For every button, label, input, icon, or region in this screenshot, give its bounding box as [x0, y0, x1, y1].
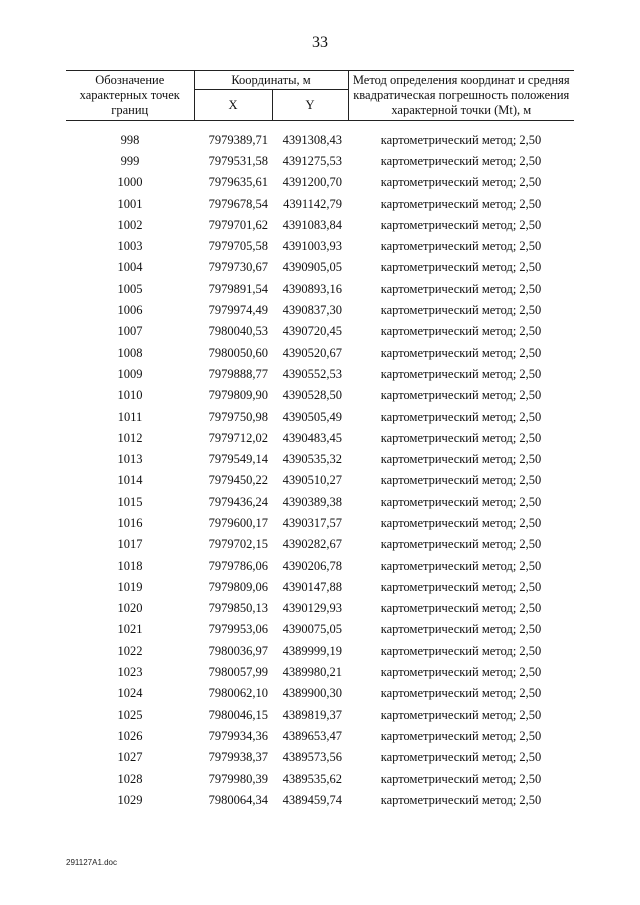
cell-point: 1025 — [117, 707, 143, 722]
page-number: 33 — [312, 34, 328, 51]
cell-y: 4390720,45 — [282, 324, 342, 339]
cell-method: картометрический метод; 2,50 — [380, 388, 542, 403]
cell-method: картометрический метод; 2,50 — [380, 239, 542, 254]
table-body — [66, 121, 574, 812]
cell-x: 7979938,37 — [208, 750, 268, 765]
table-spacer — [66, 121, 574, 130]
cell-x: 7979635,61 — [208, 175, 268, 190]
cell-x: 7979850,13 — [208, 601, 268, 616]
cell-point: 1026 — [117, 728, 143, 743]
cell-point: 1018 — [117, 558, 143, 573]
cell-y: 4390837,30 — [282, 303, 342, 318]
cell-x: 7979450,22 — [208, 473, 268, 488]
cell-y: 4390129,93 — [282, 601, 342, 616]
cell-x: 7979531,58 — [208, 153, 268, 168]
table-row — [66, 279, 574, 300]
cell-method: картометрический метод; 2,50 — [380, 750, 542, 765]
cell-point: 1013 — [117, 452, 143, 467]
header-method: Метод определения координат и средняя квадратическая погрешность положения характерной точки (Mt), м — [348, 71, 574, 121]
cell-y: 4391142,79 — [283, 196, 342, 211]
cell-method: картометрический метод; 2,50 — [380, 324, 542, 339]
cell-x: 7979549,14 — [208, 452, 268, 467]
cell-point: 1015 — [117, 494, 143, 509]
cell-method: картометрический метод; 2,50 — [380, 792, 542, 807]
cell-point: 1019 — [117, 579, 143, 594]
cell-method: картометрический метод; 2,50 — [380, 260, 542, 275]
cell-point: 1000 — [117, 175, 143, 190]
cell-method: картометрический метод; 2,50 — [380, 345, 542, 360]
cell-method: картометрический метод; 2,50 — [380, 452, 542, 467]
cell-point: 1007 — [117, 324, 143, 339]
table-row — [66, 172, 574, 193]
cell-y: 4389999,19 — [282, 643, 342, 658]
cell-y: 4389980,21 — [282, 665, 342, 680]
table-row — [66, 683, 574, 704]
cell-x: 7979436,24 — [208, 494, 268, 509]
cell-method: картометрический метод; 2,50 — [380, 281, 542, 296]
cell-y: 4389819,37 — [282, 707, 342, 722]
cell-point: 1022 — [117, 643, 143, 658]
table-row — [66, 705, 574, 726]
cell-x: 7979678,54 — [208, 196, 268, 211]
table-row — [66, 662, 574, 683]
cell-y: 4390147,88 — [282, 579, 342, 594]
cell-point: 1020 — [117, 601, 143, 616]
table-header — [66, 71, 574, 121]
table-row — [66, 470, 574, 491]
cell-method: картометрический метод; 2,50 — [380, 537, 542, 552]
cell-y: 4390206,78 — [282, 558, 342, 573]
cell-method: картометрический метод; 2,50 — [380, 728, 542, 743]
cell-x: 7980064,34 — [208, 792, 268, 807]
cell-method: картометрический метод; 2,50 — [380, 665, 542, 680]
table-row — [66, 768, 574, 789]
header-y: Y — [272, 90, 348, 121]
cell-method: картометрический метод; 2,50 — [380, 643, 542, 658]
cell-point: 1028 — [117, 771, 143, 786]
cell-x: 7980040,53 — [208, 324, 268, 339]
cell-method: картометрический метод; 2,50 — [380, 366, 542, 381]
cell-point: 1017 — [117, 537, 143, 552]
cell-point: 1024 — [117, 686, 143, 701]
cell-x: 7980050,60 — [208, 345, 268, 360]
cell-x: 7980046,15 — [208, 707, 268, 722]
cell-y: 4389653,47 — [282, 728, 342, 743]
cell-x: 7979891,54 — [208, 281, 268, 296]
cell-x: 7979953,06 — [208, 622, 268, 637]
table-row — [66, 130, 574, 151]
cell-x: 7979750,98 — [208, 409, 268, 424]
cell-y: 4391083,84 — [282, 217, 342, 232]
cell-point: 999 — [120, 153, 140, 168]
cell-x: 7979712,02 — [208, 430, 268, 445]
table-row — [66, 215, 574, 236]
cell-x: 7979389,71 — [208, 132, 268, 147]
cell-x: 7980036,97 — [208, 643, 268, 658]
cell-x: 7979809,90 — [208, 388, 268, 403]
cell-x: 7979702,15 — [208, 537, 268, 552]
table-row — [66, 321, 574, 342]
footer-filename: 291127A1.doc — [66, 858, 118, 867]
header-coordinates: Координаты, м — [194, 71, 348, 90]
cell-x: 7979786,06 — [208, 558, 268, 573]
cell-method: картометрический метод; 2,50 — [380, 175, 542, 190]
cell-y: 4390552,53 — [282, 366, 342, 381]
cell-x: 7979809,06 — [208, 579, 268, 594]
cell-y: 4390505,49 — [282, 409, 342, 424]
cell-point: 1011 — [117, 409, 143, 424]
cell-point: 1008 — [117, 345, 143, 360]
cell-method: картометрический метод; 2,50 — [380, 303, 542, 318]
cell-method: картометрический метод; 2,50 — [380, 558, 542, 573]
cell-x: 7979730,67 — [208, 260, 268, 275]
cell-method: картометрический метод; 2,50 — [380, 707, 542, 722]
cell-method: картометрический метод; 2,50 — [380, 622, 542, 637]
table-row — [66, 790, 574, 811]
cell-x: 7979600,17 — [208, 515, 268, 530]
table-row — [66, 151, 574, 172]
cell-point: 998 — [120, 132, 140, 147]
cell-x: 7979934,36 — [208, 728, 268, 743]
cell-x: 7979974,49 — [208, 303, 268, 318]
cell-method: картометрический метод; 2,50 — [380, 686, 542, 701]
table-row — [66, 513, 574, 534]
cell-y: 4390535,32 — [282, 452, 342, 467]
cell-method: картометрический метод; 2,50 — [380, 601, 542, 616]
cell-point: 1021 — [117, 622, 143, 637]
cell-y: 4391200,70 — [282, 175, 342, 190]
table-row — [66, 598, 574, 619]
table-row — [66, 641, 574, 662]
cell-point: 1014 — [117, 473, 143, 488]
cell-y: 4390528,50 — [282, 388, 342, 403]
cell-y: 4389900,30 — [282, 686, 342, 701]
cell-method: картометрический метод; 2,50 — [380, 196, 542, 211]
cell-method: картометрический метод; 2,50 — [380, 515, 542, 530]
cell-method: картометрический метод; 2,50 — [380, 473, 542, 488]
cell-point: 1005 — [117, 281, 143, 296]
cell-method: картометрический метод; 2,50 — [380, 430, 542, 445]
cell-x: 7979888,77 — [208, 366, 268, 381]
cell-y: 4390317,57 — [282, 515, 342, 530]
cell-point: 1003 — [117, 239, 143, 254]
table-row — [66, 492, 574, 513]
cell-point: 1001 — [117, 196, 143, 211]
cell-point: 1009 — [117, 366, 143, 381]
table-row — [66, 619, 574, 640]
table-row — [66, 534, 574, 555]
cell-y: 4390905,05 — [282, 260, 342, 275]
table-row — [66, 257, 574, 278]
cell-y: 4391003,93 — [282, 239, 342, 254]
table-row — [66, 385, 574, 406]
cell-method: картометрический метод; 2,50 — [380, 132, 542, 147]
cell-y: 4391275,53 — [282, 153, 342, 168]
cell-point: 1027 — [117, 750, 143, 765]
cell-point: 1023 — [117, 665, 143, 680]
table-row — [66, 747, 574, 768]
cell-point: 1004 — [117, 260, 143, 275]
cell-point: 1006 — [117, 303, 143, 318]
table-row — [66, 428, 574, 449]
cell-point: 1010 — [117, 388, 143, 403]
table-row — [66, 726, 574, 747]
cell-x: 7980062,10 — [208, 686, 268, 701]
cell-x: 7979705,58 — [208, 239, 268, 254]
cell-y: 4390893,16 — [282, 281, 342, 296]
cell-y: 4390520,67 — [282, 345, 342, 360]
cell-y: 4390389,38 — [282, 494, 342, 509]
cell-x: 7979701,62 — [208, 217, 268, 232]
cell-y: 4390282,67 — [282, 537, 342, 552]
cell-x: 7980057,99 — [208, 665, 268, 680]
cell-y: 4391308,43 — [282, 132, 342, 147]
cell-point: 1016 — [117, 515, 143, 530]
cell-method: картометрический метод; 2,50 — [380, 153, 542, 168]
cell-y: 4389573,56 — [282, 750, 342, 765]
table-row — [66, 236, 574, 257]
cell-method: картометрический метод; 2,50 — [380, 409, 542, 424]
cell-point: 1012 — [117, 430, 143, 445]
cell-point: 1029 — [117, 792, 143, 807]
cell-y: 4389535,62 — [282, 771, 342, 786]
table-row — [66, 555, 574, 576]
cell-y: 4390075,05 — [282, 622, 342, 637]
coordinates-table — [66, 70, 574, 811]
table-row — [66, 364, 574, 385]
cell-x: 7979980,39 — [208, 771, 268, 786]
table-row — [66, 577, 574, 598]
cell-point: 1002 — [117, 217, 143, 232]
cell-method: картометрический метод; 2,50 — [380, 771, 542, 786]
header-x: X — [194, 90, 272, 121]
table-row — [66, 193, 574, 214]
table-row — [66, 342, 574, 363]
cell-method: картометрический метод; 2,50 — [380, 217, 542, 232]
header-point: Обозначение характерных точек границ — [66, 71, 194, 121]
cell-y: 4390510,27 — [282, 473, 342, 488]
table-row — [66, 300, 574, 321]
cell-method: картометрический метод; 2,50 — [380, 579, 542, 594]
cell-y: 4390483,45 — [282, 430, 342, 445]
cell-y: 4389459,74 — [282, 792, 342, 807]
table-row — [66, 406, 574, 427]
table-row — [66, 449, 574, 470]
cell-method: картометрический метод; 2,50 — [380, 494, 542, 509]
